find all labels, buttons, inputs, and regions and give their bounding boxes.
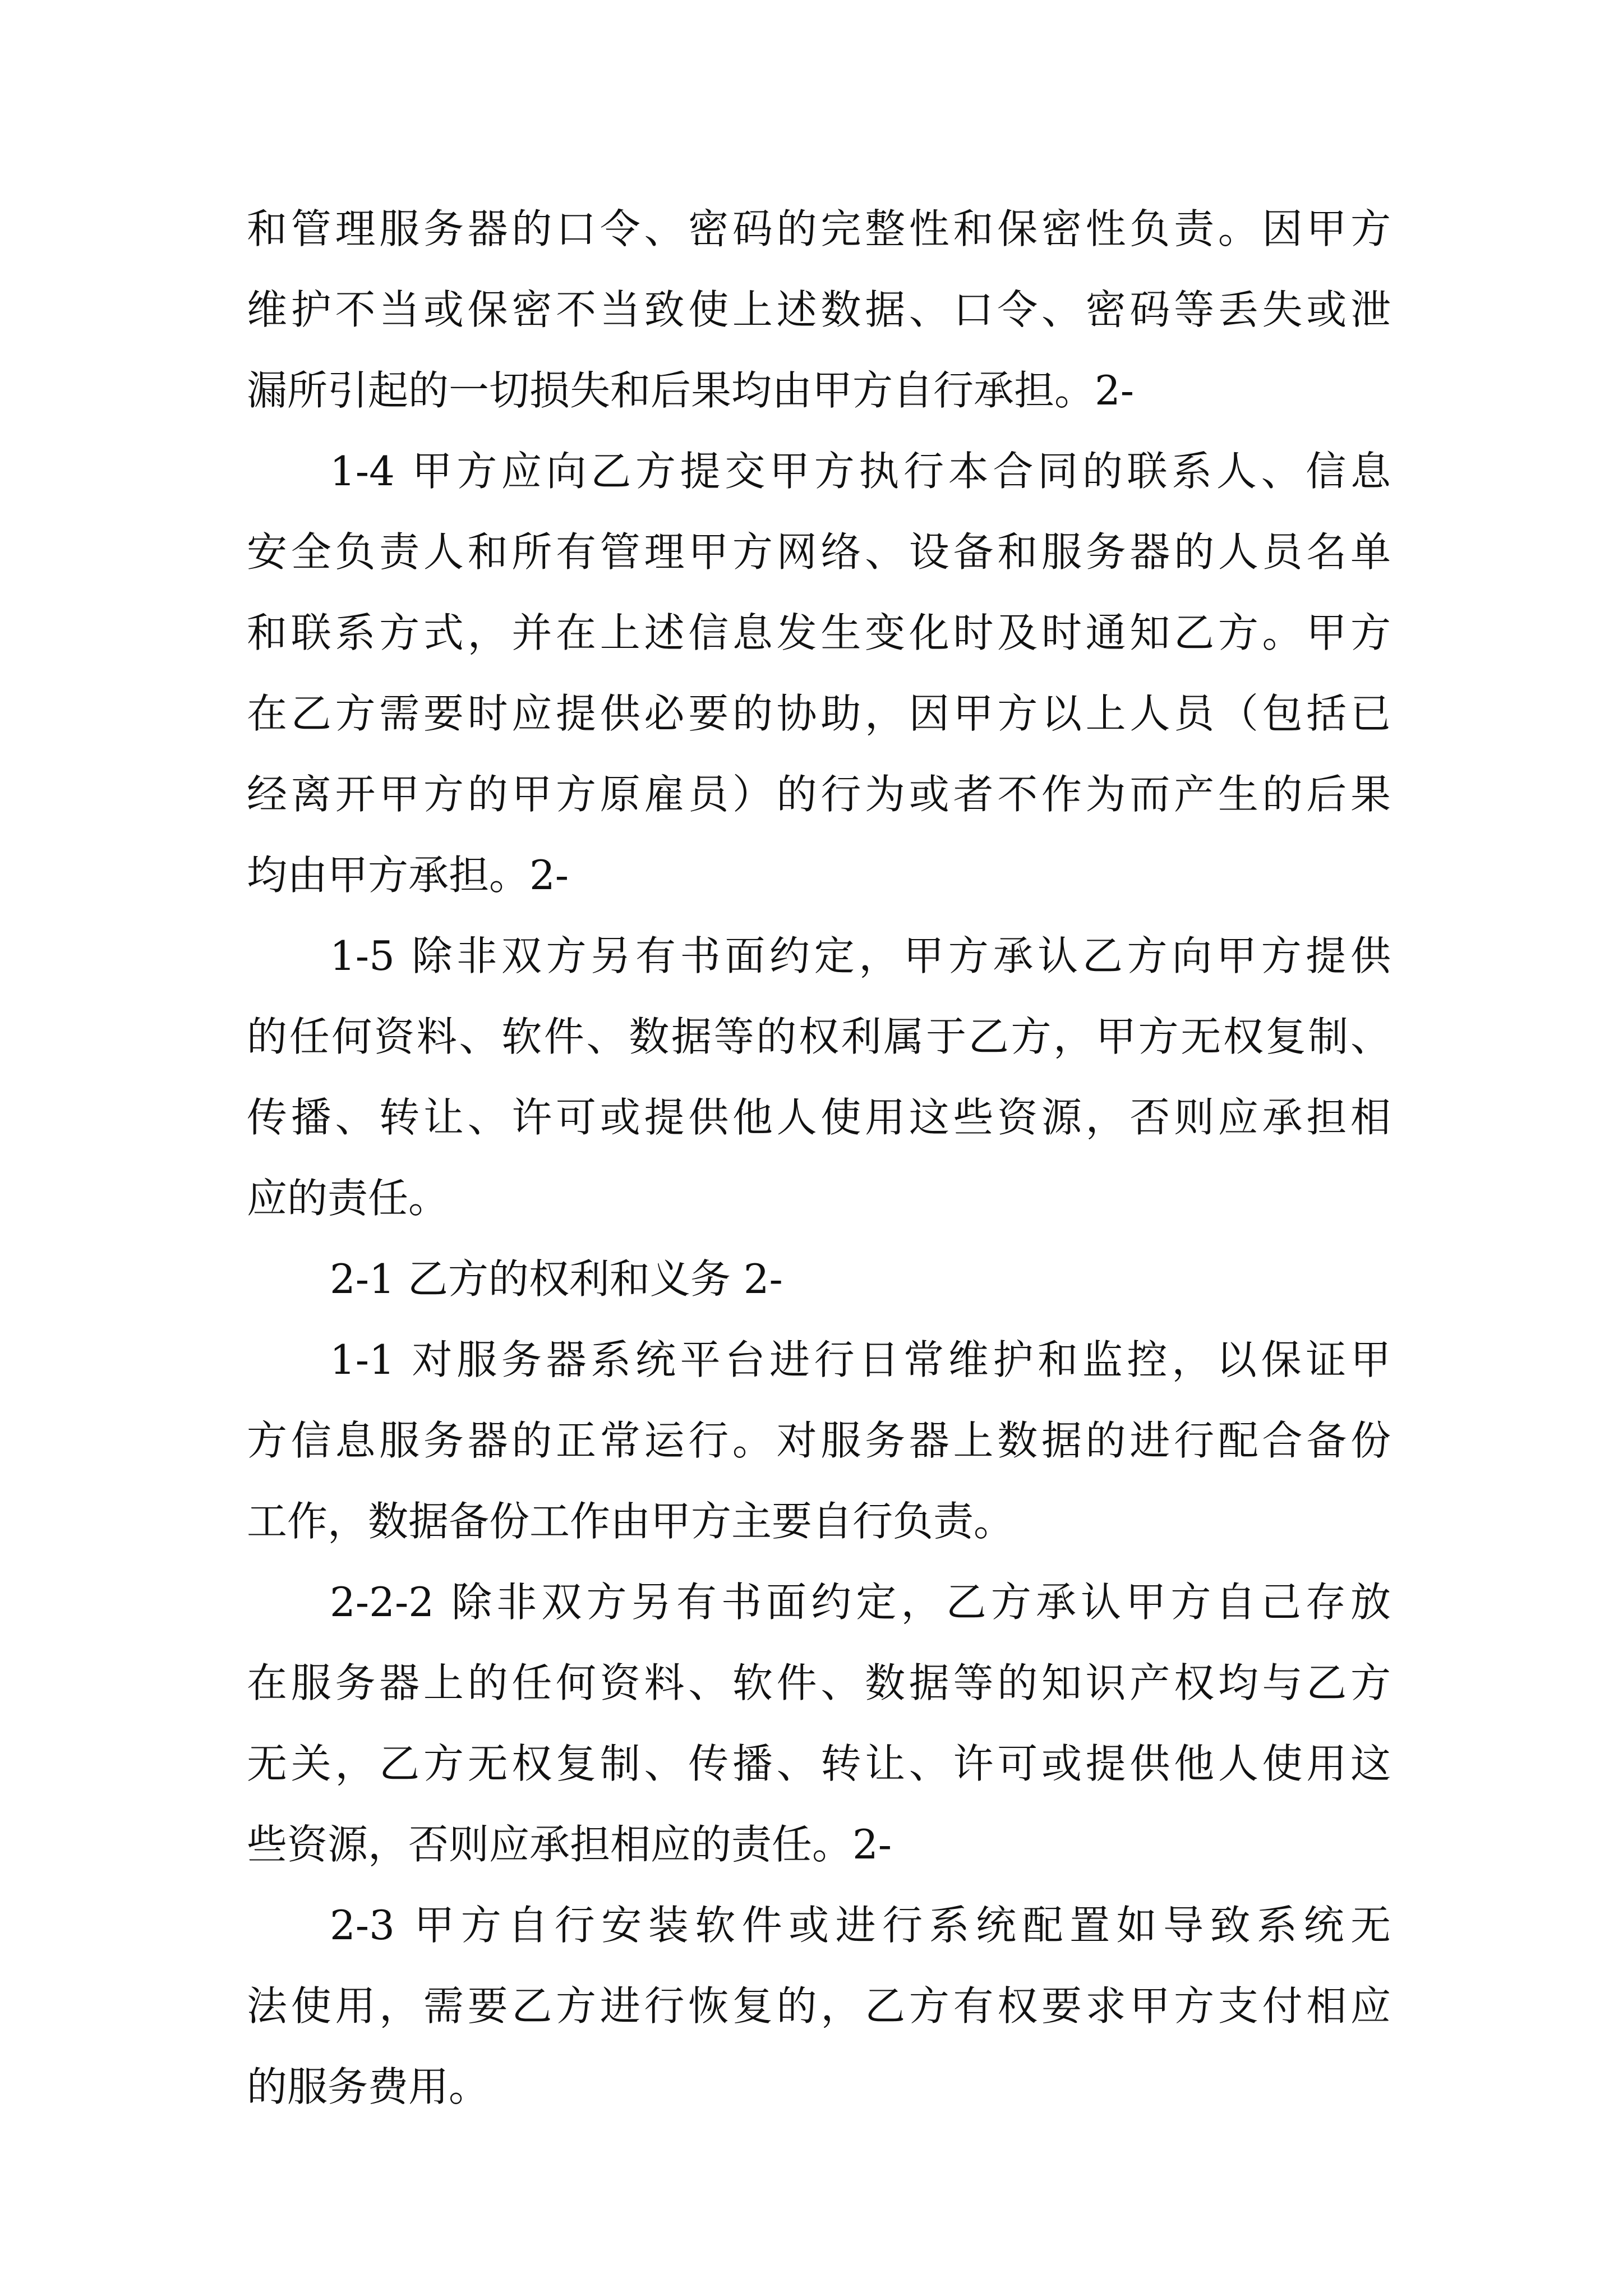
text-line: 在服务器上的任何资料、软件、数据等的知识产权均与乙方 bbox=[247, 1659, 1391, 1706]
paragraph-start-line: 1-4 甲方应向乙方提交甲方执行本合同的联系人、信息 bbox=[330, 448, 1391, 495]
text-line: 传播、转让、许可或提供他人使用这些资源，否则应承担相 bbox=[247, 1094, 1391, 1141]
paragraph-start-line: 2-2-2 除非双方另有书面约定，乙方承认甲方自己存放 bbox=[330, 1579, 1391, 1626]
text-line: 和联系方式，并在上述信息发生变化时及时通知乙方。甲方 bbox=[247, 609, 1391, 656]
text-line: 的任何资料、软件、数据等的权利属于乙方，甲方无权复制、 bbox=[247, 1013, 1391, 1060]
text-line: 安全负责人和所有管理甲方网络、设备和服务器的人员名单 bbox=[247, 528, 1391, 576]
text-line: 的服务费用。 bbox=[247, 2063, 490, 2110]
paragraph-start-line: 2-3 甲方自行安装软件或进行系统配置如导致系统无 bbox=[330, 1902, 1391, 1949]
text-line: 法使用，需要乙方进行恢复的，乙方有权要求甲方支付相应 bbox=[247, 1982, 1391, 2030]
text-line: 均由甲方承担。2- bbox=[247, 852, 569, 899]
paragraph-start-line: 1-1 对服务器系统平台进行日常维护和监控，以保证甲 bbox=[330, 1336, 1391, 1383]
text-line: 应的责任。 bbox=[247, 1175, 449, 1222]
text-line: 些资源，否则应承担相应的责任。2- bbox=[247, 1821, 892, 1868]
text-line: 方信息服务器的正常运行。对服务器上数据的进行配合备份 bbox=[247, 1417, 1391, 1464]
text-line: 经离开甲方的甲方原雇员）的行为或者不作为而产生的后果 bbox=[247, 771, 1391, 818]
paragraph-start-line: 1-5 除非双方另有书面约定，甲方承认乙方向甲方提供 bbox=[330, 932, 1391, 979]
text-line: 无关，乙方无权复制、传播、转让、许可或提供他人使用这 bbox=[247, 1740, 1391, 1787]
section-heading-line: 2-1 乙方的权利和义务 2- bbox=[330, 1255, 783, 1303]
text-line: 漏所引起的一切损失和后果均由甲方自行承担。2- bbox=[247, 367, 1135, 414]
text-line: 和管理服务器的口令、密码的完整性和保密性负责。因甲方 bbox=[247, 205, 1391, 252]
text-line: 维护不当或保密不当致使上述数据、口令、密码等丢失或泄 bbox=[247, 286, 1391, 333]
document-body bbox=[247, 188, 1391, 2127]
text-line: 在乙方需要时应提供必要的协助，因甲方以上人员（包括已 bbox=[247, 690, 1391, 737]
text-line: 工作，数据备份工作由甲方主要自行负责。 bbox=[247, 1498, 1015, 1545]
